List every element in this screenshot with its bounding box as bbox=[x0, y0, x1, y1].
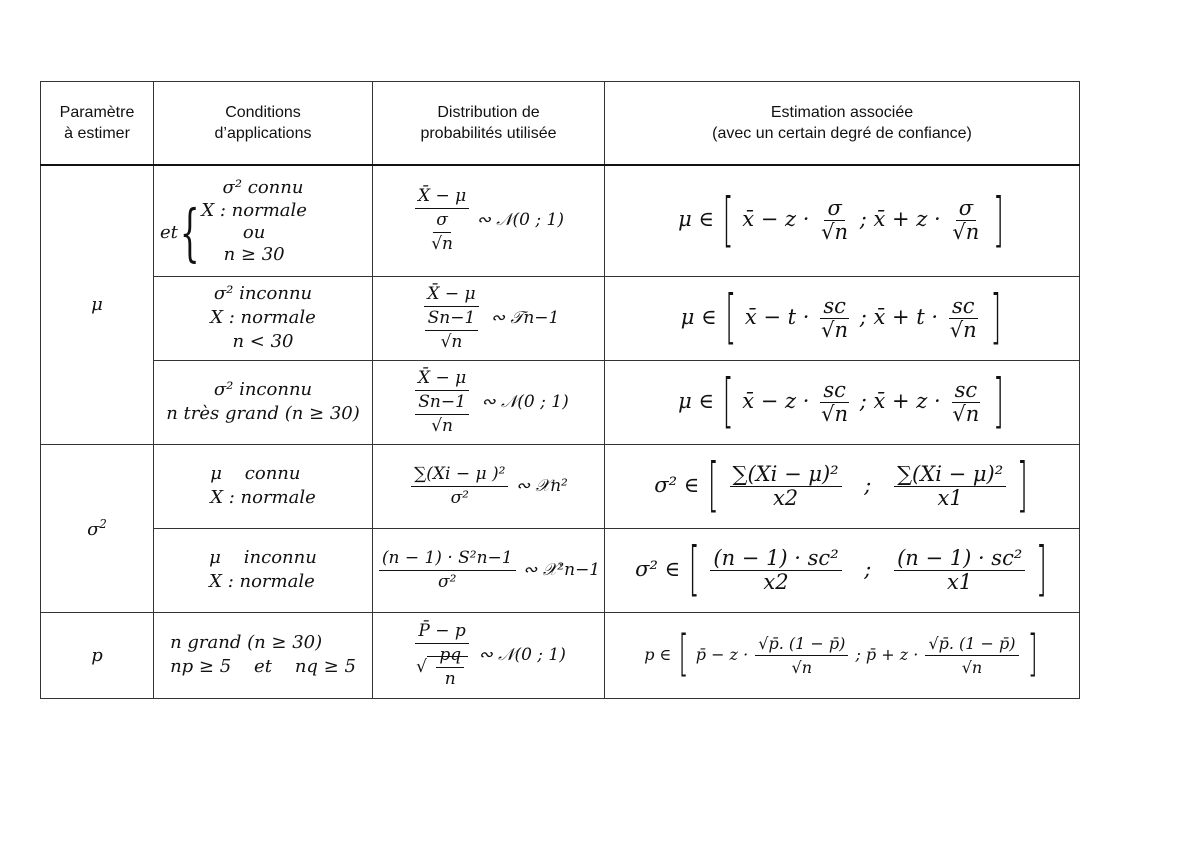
left-bracket-icon: [ bbox=[722, 185, 734, 255]
condition-et: et bbox=[160, 221, 178, 243]
estimation-lhs: p ∈ bbox=[644, 644, 672, 664]
condition-line: μ inconnu bbox=[209, 547, 317, 568]
estimation-cell bbox=[605, 444, 1080, 528]
distribution-inner-numerator: Sn−1 bbox=[425, 308, 479, 331]
estimation-lhs: σ² ∈ bbox=[635, 556, 681, 581]
estimation-right-denominator: √n bbox=[952, 401, 980, 426]
header-estimation-line2: (avec un certain degré de confiance) bbox=[712, 125, 972, 142]
condition-block bbox=[210, 462, 316, 510]
distribution-cell bbox=[373, 276, 605, 360]
estimation-left: p̄ − z · bbox=[695, 644, 749, 664]
estimation-right-fraction bbox=[949, 377, 982, 426]
estimation-left-numerator: σ bbox=[824, 198, 844, 221]
distribution-fraction bbox=[411, 464, 508, 509]
header-param bbox=[41, 82, 154, 166]
header-param-line2: à estimer bbox=[64, 125, 130, 142]
distribution-inner-fraction bbox=[415, 392, 469, 437]
distribution-cell bbox=[373, 444, 605, 528]
left-bracket-icon: [ bbox=[678, 626, 689, 684]
condition-line: σ² inconnu bbox=[213, 283, 313, 304]
estimation-left-numerator: sc bbox=[820, 296, 849, 319]
table-row bbox=[41, 444, 1080, 528]
sqrt-icon: √ $\frac{pq}{n}$ bbox=[416, 645, 468, 690]
estimation-left-numerator: √p̄. (1 − p̄) bbox=[755, 633, 848, 656]
distribution-numerator: X̄ − μ bbox=[415, 368, 469, 391]
distribution-rhs: ∾ 𝒳²n−1 bbox=[523, 559, 601, 580]
header-conditions-line2: d’applications bbox=[214, 125, 312, 142]
table-row bbox=[41, 276, 1080, 360]
estimation-cell bbox=[605, 612, 1080, 698]
table-row bbox=[41, 165, 1080, 276]
condition-block bbox=[209, 546, 317, 594]
header-distribution-line1: Distribution de bbox=[437, 104, 540, 121]
estimation-left-denominator: x2 bbox=[763, 569, 789, 594]
distribution-fraction bbox=[420, 284, 484, 353]
condition-item: n ≥ 30 bbox=[223, 243, 285, 265]
estimation-lhs: μ ∈ bbox=[680, 304, 717, 329]
estimation-right-fraction bbox=[949, 198, 982, 243]
estimation-right-numerator: σ bbox=[956, 198, 976, 221]
distribution-cell bbox=[373, 165, 605, 276]
left-bracket-icon: [ bbox=[688, 534, 700, 604]
distribution-inner-denominator: n bbox=[444, 668, 456, 689]
param-p-cell bbox=[41, 612, 154, 698]
param-sigma: σ bbox=[87, 518, 100, 540]
distribution-inner-denominator: √n bbox=[431, 234, 453, 255]
condition-line: n grand (n ≥ 30) bbox=[170, 632, 323, 653]
left-bracket-icon: [ bbox=[707, 450, 719, 520]
distribution-numerator: ∑(Xi − μ )² bbox=[411, 464, 508, 487]
table-row bbox=[41, 360, 1080, 444]
estimation-left-fraction bbox=[730, 461, 842, 510]
header-row bbox=[41, 82, 1080, 166]
estimation-separator: ; x̄ + z · bbox=[859, 388, 941, 413]
distribution-numerator: (n − 1) · S²n−1 bbox=[379, 548, 516, 571]
estimation-left: x̄ − z · bbox=[742, 207, 810, 232]
header-distribution-line2: probabilités utilisée bbox=[420, 125, 557, 142]
estimation-left-denominator: √n bbox=[791, 657, 813, 677]
estimation-table bbox=[40, 81, 1080, 699]
estimation-right-numerator: √p̄. (1 − p̄) bbox=[925, 633, 1018, 656]
distribution-denominator bbox=[423, 209, 461, 255]
conditions-cell bbox=[154, 165, 373, 276]
condition-line: μ connu bbox=[210, 463, 301, 484]
estimation-cell bbox=[605, 528, 1080, 612]
distribution-inner-fraction bbox=[428, 210, 456, 255]
estimation-left-denominator: √n bbox=[821, 401, 849, 426]
estimation-left-fraction bbox=[710, 545, 841, 594]
estimation-cell bbox=[605, 360, 1080, 444]
estimation-cell bbox=[605, 165, 1080, 276]
left-bracket-icon: [ bbox=[725, 282, 737, 352]
header-estimation bbox=[605, 82, 1080, 166]
distribution-inner-numerator: Sn−1 bbox=[415, 392, 469, 415]
distribution-fraction bbox=[415, 186, 469, 255]
distribution-rhs: ∾ 𝒩(0 ; 1) bbox=[481, 391, 569, 412]
conditions-cell bbox=[154, 612, 373, 698]
condition-line: X : normale bbox=[210, 487, 316, 508]
estimation-left: x̄ − z · bbox=[742, 388, 810, 413]
estimation-right-fraction bbox=[894, 545, 1025, 594]
estimation-right-numerator: sc bbox=[952, 380, 981, 403]
estimation-cell bbox=[605, 276, 1080, 360]
distribution-inner-numerator: pq bbox=[436, 645, 464, 668]
distribution-denominator: σ² bbox=[438, 571, 457, 592]
distribution-cell bbox=[373, 612, 605, 698]
estimation-right-denominator: x1 bbox=[947, 569, 973, 594]
distribution-rhs: ∾ 𝒩(0 ; 1) bbox=[478, 644, 566, 665]
param-p: p bbox=[91, 644, 103, 666]
header-distribution bbox=[373, 82, 605, 166]
left-bracket-icon: [ bbox=[722, 366, 734, 436]
distribution-denominator bbox=[410, 391, 474, 437]
distribution-numerator: X̄ − μ bbox=[424, 284, 478, 307]
distribution-numerator: X̄ − μ bbox=[415, 186, 469, 209]
conditions-cell bbox=[154, 444, 373, 528]
condition-block bbox=[170, 631, 356, 679]
estimation-left: x̄ − t · bbox=[744, 304, 810, 329]
right-bracket-icon: ] bbox=[1027, 626, 1038, 684]
estimation-separator: ; bbox=[864, 472, 872, 497]
distribution-inner-fraction bbox=[425, 308, 479, 353]
condition-line: X : normale bbox=[210, 307, 316, 328]
estimation-left-fraction bbox=[818, 377, 851, 426]
condition-item: X : normale bbox=[201, 199, 307, 221]
estimation-right-fraction bbox=[894, 461, 1006, 510]
condition-item: ou bbox=[242, 221, 266, 243]
header-estimation-line1: Estimation associée bbox=[770, 104, 914, 121]
distribution-fraction bbox=[413, 621, 471, 690]
distribution-denominator bbox=[413, 644, 471, 690]
estimation-left-denominator: √n bbox=[821, 220, 849, 245]
distribution-inner-fraction bbox=[436, 645, 464, 690]
estimation-right-numerator: ∑(Xi − μ)² bbox=[894, 464, 1006, 487]
distribution-fraction bbox=[379, 548, 516, 593]
estimation-left-denominator: x2 bbox=[772, 485, 799, 510]
estimation-right-denominator: √n bbox=[949, 317, 977, 342]
param-mu: μ bbox=[91, 294, 103, 316]
distribution-cell bbox=[373, 528, 605, 612]
table-row bbox=[41, 612, 1080, 698]
estimation-left-denominator: √n bbox=[821, 317, 849, 342]
distribution-rhs: ∾ 𝒯n−1 bbox=[490, 307, 560, 328]
right-bracket-icon: ] bbox=[1016, 450, 1028, 520]
condition-line: X : normale bbox=[209, 571, 315, 592]
estimation-left-numerator: sc bbox=[820, 380, 849, 403]
distribution-inner-denominator: √n bbox=[431, 415, 453, 436]
right-bracket-icon: ] bbox=[1035, 534, 1047, 604]
condition-line: n très grand (n ≥ 30) bbox=[166, 403, 360, 424]
condition-line: n < 30 bbox=[232, 331, 294, 352]
distribution-rhs: ∾ 𝒩(0 ; 1) bbox=[476, 210, 564, 231]
distribution-fraction bbox=[410, 368, 474, 437]
estimation-lhs: μ ∈ bbox=[678, 388, 714, 413]
estimation-separator: ; p̄ + z · bbox=[855, 644, 919, 664]
left-brace-icon: { bbox=[179, 195, 200, 269]
sqrt-radicand bbox=[427, 644, 468, 689]
header-conditions-line1: Conditions bbox=[225, 104, 301, 121]
header-param-line1: Paramètre bbox=[59, 104, 135, 121]
estimation-lhs: σ² ∈ bbox=[654, 472, 700, 497]
condition-top: σ² connu bbox=[222, 176, 304, 198]
conditions-cell bbox=[154, 528, 373, 612]
condition-line: np ≥ 5 et nq ≥ 5 bbox=[170, 656, 356, 677]
estimation-separator: ; bbox=[864, 556, 872, 581]
conditions-cell bbox=[154, 276, 373, 360]
distribution-cell bbox=[373, 360, 605, 444]
distribution-denominator bbox=[420, 307, 484, 353]
distribution-inner-numerator: σ bbox=[433, 210, 451, 233]
estimation-right-numerator: (n − 1) · sc² bbox=[894, 548, 1025, 571]
distribution-denominator: σ² bbox=[450, 487, 469, 508]
estimation-right-denominator: x1 bbox=[937, 485, 963, 510]
estimation-left-fraction bbox=[818, 198, 851, 243]
estimation-separator: ; x̄ + z · bbox=[859, 207, 941, 232]
estimation-left-fraction bbox=[818, 293, 851, 342]
right-bracket-icon: ] bbox=[993, 366, 1004, 436]
estimation-right-denominator: √n bbox=[961, 657, 983, 677]
header-conditions bbox=[154, 82, 373, 166]
condition-brace-group bbox=[154, 195, 372, 269]
condition-line: σ² inconnu bbox=[213, 379, 313, 400]
distribution-rhs: ∾ 𝒳n² bbox=[515, 475, 568, 496]
estimation-left-numerator: (n − 1) · sc² bbox=[710, 548, 841, 571]
right-bracket-icon: ] bbox=[990, 282, 1002, 352]
param-sigma-exponent: 2 bbox=[99, 516, 107, 531]
estimation-left-numerator: ∑(Xi − μ)² bbox=[730, 464, 842, 487]
param-sigma2-cell bbox=[41, 444, 154, 612]
right-bracket-icon: ] bbox=[993, 185, 1004, 255]
conditions-cell bbox=[154, 360, 373, 444]
estimation-right-denominator: √n bbox=[952, 220, 980, 245]
estimation-lhs: μ ∈ bbox=[678, 207, 714, 232]
distribution-inner-denominator: √n bbox=[440, 331, 463, 352]
param-mu-cell bbox=[41, 165, 154, 444]
estimation-right-numerator: sc bbox=[949, 296, 978, 319]
estimation-right-fraction bbox=[925, 633, 1018, 678]
distribution-numerator: P̄ − p bbox=[415, 621, 468, 644]
table-row bbox=[41, 528, 1080, 612]
estimation-separator: ; x̄ + t · bbox=[859, 304, 939, 329]
condition-brace-items bbox=[201, 200, 307, 266]
estimation-right-fraction bbox=[947, 293, 980, 342]
estimation-left-fraction bbox=[755, 633, 848, 678]
